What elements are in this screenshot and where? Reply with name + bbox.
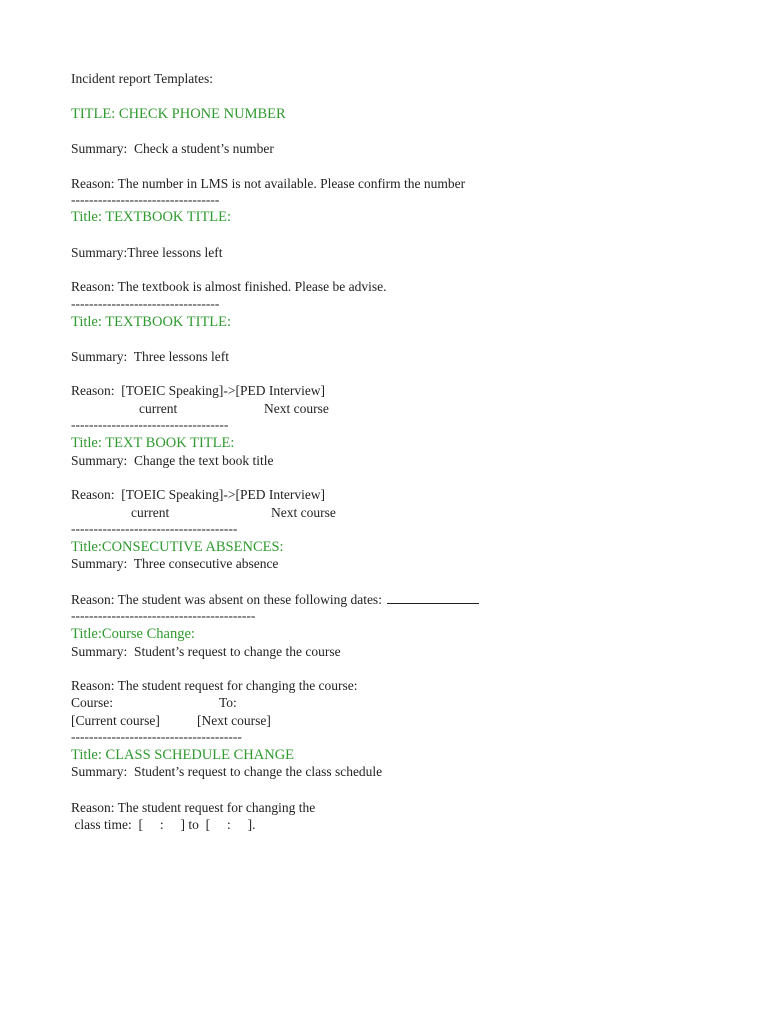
class-time-line: class time: [ : ] to [ : ]. [71, 817, 256, 832]
section-divider: -------------------------------------- [71, 729, 242, 744]
course-label: Course: [71, 695, 113, 710]
section-divider: ------------------------------------- [71, 521, 238, 536]
section-reason: Reason: The student request for changing the [71, 800, 316, 815]
current-course-placeholder: [Current course] [71, 713, 160, 728]
section-title-textbook: Title: TEXTBOOK TITLE: [71, 209, 232, 225]
next-course-placeholder: [Next course] [197, 713, 271, 728]
section-reason: Reason: The textbook is almost finished. Please be advise. [71, 279, 387, 294]
section-divider: ----------------------------------------- [71, 608, 256, 623]
note-current: current [131, 505, 170, 520]
section-title-check-phone: TITLE: CHECK PHONE NUMBER [71, 106, 286, 122]
section-summary: Summary: Change the text book title [71, 453, 274, 468]
reason-text: Reason: The student was absent on these following dates: [71, 592, 382, 607]
section-title-course-change: Title:Course Change: [71, 626, 195, 642]
document-heading: Incident report Templates: [71, 71, 214, 86]
section-reason: Reason: [TOEIC Speaking]->[PED Interview] [71, 487, 326, 502]
section-summary: Summary: Check a student’s number [71, 141, 274, 156]
note-current: current [139, 401, 178, 416]
section-divider: --------------------------------- [71, 296, 220, 311]
section-summary: Summary: Three consecutive absence [71, 556, 279, 571]
section-title-textbook: Title: TEXTBOOK TITLE: [71, 314, 232, 330]
section-title-absences: Title:CONSECUTIVE ABSENCES: [71, 539, 284, 555]
dates-blank-line [387, 593, 479, 604]
section-summary: Summary: Three lessons left [71, 349, 229, 364]
section-summary: Summary: Student’s request to change the course [71, 644, 341, 659]
section-title-class-schedule: Title: CLASS SCHEDULE CHANGE [71, 747, 295, 763]
section-title-text-book: Title: TEXT BOOK TITLE: [71, 435, 235, 451]
note-next-course: Next course [271, 505, 336, 520]
note-next-course: Next course [264, 401, 329, 416]
section-reason: Reason: [TOEIC Speaking]->[PED Interview] [71, 383, 326, 398]
section-divider: ----------------------------------- [71, 417, 229, 432]
section-reason [71, 592, 479, 608]
section-divider: --------------------------------- [71, 192, 220, 207]
section-reason: Reason: The number in LMS is not available. Please confirm the number [71, 176, 466, 191]
section-reason: Reason: The student request for changing the course: [71, 678, 358, 693]
to-label: To: [219, 695, 237, 710]
section-summary: Summary:Three lessons left [71, 245, 223, 260]
section-summary: Summary: Student’s request to change the class schedule [71, 764, 383, 779]
